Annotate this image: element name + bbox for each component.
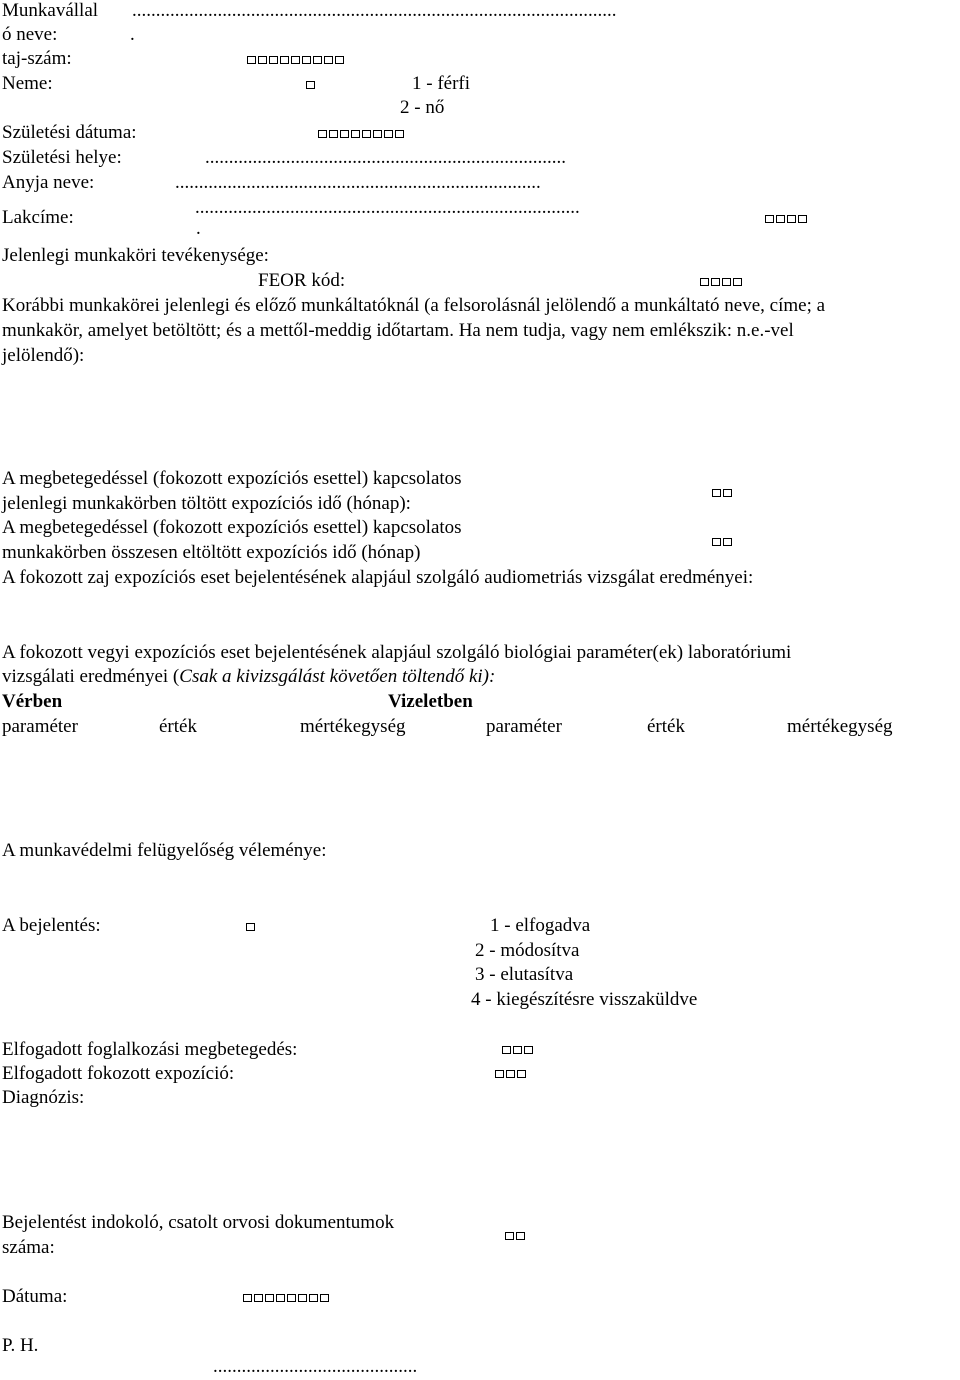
exposure-current-line-2: jelenlegi munkakörben töltött expozíciós idő (hónap): [2,493,411,514]
signature-dots[interactable]: ........................................... [213,1356,418,1377]
report-label: A bejelentés: [2,915,101,936]
sex-label: Neme: [2,73,53,94]
checkbox-cell[interactable] [254,1294,263,1302]
address-label: Lakcíme: [2,207,74,228]
checkbox-cell[interactable] [298,1294,307,1302]
chemical-results-text-1: A fokozott vegyi expozíciós eset bejelentésének alapjául szolgáló biológiai paraméter(ek) laboratóriumi [2,642,792,663]
checkbox-cell[interactable] [712,538,721,546]
lab-col-blood-param: paraméter [2,716,78,737]
checkbox-cell[interactable] [712,489,721,497]
report-option-1: 1 - elfogadva [490,915,591,936]
checkbox-cell[interactable] [362,130,371,138]
checkbox-cell[interactable] [280,56,289,64]
date-boxes[interactable] [243,1294,329,1302]
checkbox-cell[interactable] [395,130,404,138]
checkbox-cell[interactable] [318,130,327,138]
stamp-label: P. H. [2,1335,39,1356]
mother-name-label: Anyja neve: [2,172,95,193]
address-dot-end: . [196,218,201,239]
diagnosis-label: Diagnózis: [2,1087,85,1108]
checkbox-cell[interactable] [502,1046,511,1054]
checkbox-cell[interactable] [517,1070,526,1078]
pob-label: Születési helye: [2,147,122,168]
checkbox-cell[interactable] [329,130,338,138]
accepted-disease-label: Elfogadott foglalkozási megbetegedés: [2,1039,298,1060]
checkbox-cell[interactable] [506,1070,515,1078]
checkbox-cell[interactable] [700,278,709,286]
docs-count-boxes[interactable] [505,1232,525,1240]
report-option-2: 2 - módosítva [475,940,580,961]
pob-dots[interactable]: ............................................................................ [205,147,566,168]
lab-col-urine-param: paraméter [486,716,562,737]
checkbox-cell[interactable] [723,489,732,497]
date-label: Dátuma: [2,1286,68,1307]
lab-col-blood-value: érték [159,716,197,737]
lab-col-blood-unit: mértékegység [300,716,406,737]
checkbox-cell[interactable] [513,1046,522,1054]
checkbox-cell[interactable] [313,56,322,64]
checkbox-cell[interactable] [324,56,333,64]
checkbox-cell[interactable] [243,1294,252,1302]
name-dots[interactable]: ...................................................................................................... [132,0,617,21]
checkbox-cell[interactable] [722,278,731,286]
previous-jobs-text-3: jelölendő): [2,345,85,366]
exposure-total-line-1: A megbetegedéssel (fokozott expozíciós esettel) kapcsolatos [2,517,462,538]
checkbox-cell[interactable] [776,215,785,223]
docs-label-1: Bejelentést indokoló, csatolt orvosi dokumentumok [2,1212,395,1233]
lab-col-urine-unit: mértékegység [787,716,893,737]
checkbox-cell[interactable] [733,278,742,286]
exposure-current-boxes[interactable] [712,489,732,497]
address-dots[interactable]: ................................................................................. [195,197,580,218]
checkbox-cell[interactable] [276,1294,285,1302]
name-dot-end: . [130,24,135,45]
sex-option-male: 1 - férfi [412,73,471,94]
chemical-results-normal: vizsgálati eredményei ( [2,666,180,687]
feor-boxes[interactable] [700,278,742,286]
chemical-results-text-2 [2,666,495,688]
current-activity-label: Jelenlegi munkaköri tevékenysége: [2,245,269,266]
checkbox-cell[interactable] [258,56,267,64]
checkbox-cell[interactable] [384,130,393,138]
exposure-total-line-2: munkakörben összesen eltöltött expozíciós idő (hónap) [2,542,421,563]
opinion-label: A munkavédelmi felügyelőség véleménye: [2,840,327,861]
noise-results-text: A fokozott zaj expozíciós eset bejelentésének alapjául szolgáló audiometriás vizsgálat eredményei: [2,567,754,588]
dob-boxes[interactable] [318,130,404,138]
name-label-line1: Munkavállal [2,0,99,21]
checkbox-cell[interactable] [265,1294,274,1302]
checkbox-cell[interactable] [505,1232,514,1240]
checkbox-cell[interactable] [798,215,807,223]
checkbox-cell[interactable] [291,56,300,64]
checkbox-cell[interactable] [269,56,278,64]
name-label-line2: ó neve: [2,24,58,45]
feor-label: FEOR kód: [258,270,346,291]
report-option-4: 4 - kiegészítésre visszaküldve [471,989,698,1010]
exposure-current-line-1: A megbetegedéssel (fokozott expozíciós esettel) kapcsolatos [2,468,462,489]
checkbox-cell[interactable] [524,1046,533,1054]
checkbox-cell[interactable] [309,1294,318,1302]
report-decision-box[interactable] [246,923,255,931]
checkbox-cell[interactable] [723,538,732,546]
checkbox-cell[interactable] [711,278,720,286]
report-option-3: 3 - elutasítva [475,964,574,985]
previous-jobs-text-1: Korábbi munkakörei jelenlegi és előző munkáltatóknál (a felsorolásnál jelölendő a munkáltató neve, címe; a [2,295,826,316]
docs-label-2: száma: [2,1237,55,1258]
postcode-boxes[interactable] [765,215,807,223]
taj-number-boxes[interactable] [247,56,344,64]
blood-header: Vérben [2,691,63,712]
checkbox-cell[interactable] [302,56,311,64]
checkbox-cell[interactable] [495,1070,504,1078]
checkbox-cell[interactable] [373,130,382,138]
mother-name-dots[interactable]: ............................................................................. [175,172,541,193]
lab-col-urine-value: érték [647,716,685,737]
exposure-total-boxes[interactable] [712,538,732,546]
accepted-exposure-boxes[interactable] [495,1070,526,1078]
urine-header: Vizeletben [388,691,473,712]
checkbox-cell[interactable] [246,923,255,931]
accepted-disease-boxes[interactable] [502,1046,533,1054]
chemical-results-italic: Csak a kivizsgálást követően töltendő ki): [179,666,496,687]
accepted-exposure-label: Elfogadott fokozott expozíció: [2,1063,235,1084]
checkbox-cell[interactable] [287,1294,296,1302]
checkbox-cell[interactable] [335,56,344,64]
checkbox-cell[interactable] [765,215,774,223]
dob-label: Születési dátuma: [2,122,137,143]
checkbox-cell[interactable] [516,1232,525,1240]
sex-box[interactable] [306,81,315,89]
previous-jobs-text-2: munkakör, amelyet betöltött; és a mettől-meddig időtartam. Ha nem tudja, vagy nem emlékszik: n.e.-vel [2,320,794,341]
checkbox-cell[interactable] [787,215,796,223]
checkbox-cell[interactable] [351,130,360,138]
checkbox-cell[interactable] [247,56,256,64]
checkbox-cell[interactable] [306,81,315,89]
checkbox-cell[interactable] [340,130,349,138]
taj-label: taj-szám: [2,48,72,69]
checkbox-cell[interactable] [320,1294,329,1302]
sex-option-female: 2 - nő [400,97,445,118]
